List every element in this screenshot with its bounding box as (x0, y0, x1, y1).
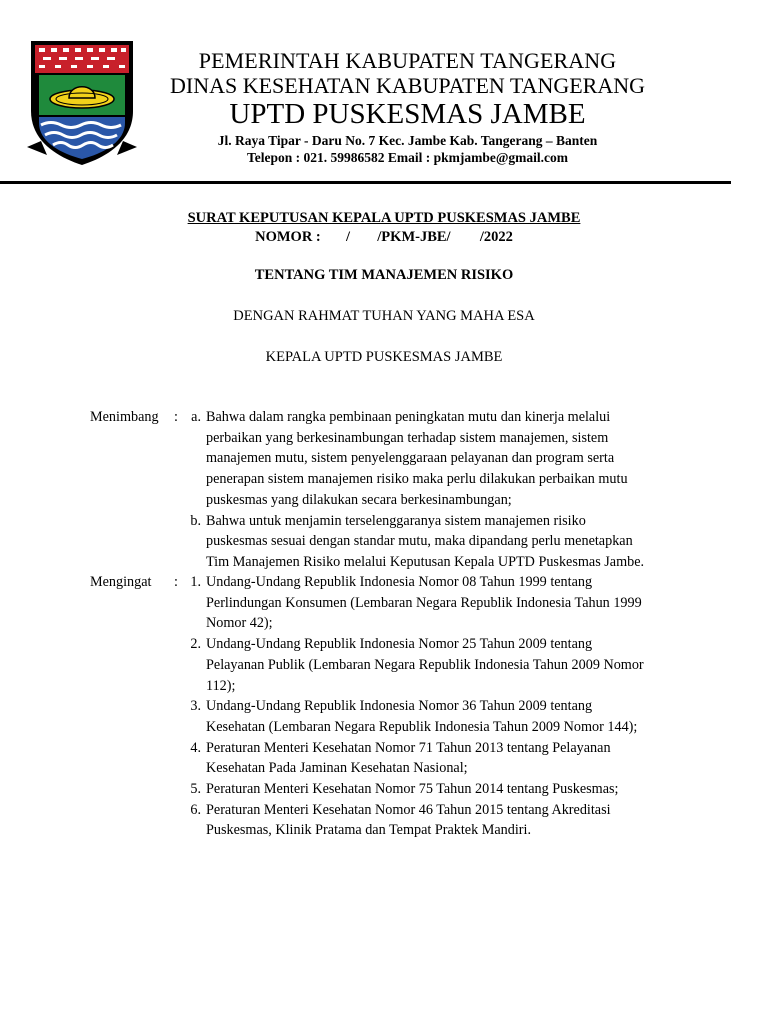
menimbang-item-line: puskesmas sesuai dengan standar mutu, maka dipandang perlu menetapkan (206, 533, 633, 550)
mengingat-item-line: Peraturan Menteri Kesehatan Nomor 75 Tahun 2014 tentang Puskesmas; (206, 781, 619, 797)
menimbang-item-marker: b. (190, 512, 201, 529)
mengingat-item-line: Undang-Undang Republik Indonesia Nomor 08 Tahun 1999 tentang (206, 574, 593, 590)
letterhead-address: Jl. Raya Tipar - Daru No. 7 Kec. Jambe Kab. Tangerang – Banten (217, 133, 598, 148)
mengingat-item-text (206, 696, 676, 737)
letterhead-department: DINAS KESEHATAN KABUPATEN TANGERANG (170, 73, 645, 98)
mengingat-item-text (206, 572, 676, 634)
menimbang-item-line: manajemen mutu, sistem penyelenggaraan pelayanan dan program serta (206, 450, 615, 467)
menimbang-label: Menimbang (90, 409, 159, 425)
mengingat-item-line: Puskesmas, Klinik Pratama dan Tempat Praktek Mandiri. (206, 822, 532, 839)
mengingat-item-line: Peraturan Menteri Kesehatan Nomor 46 Tahun 2015 tentang Akreditasi (206, 801, 611, 818)
mengingat-colon: : (174, 574, 178, 590)
menimbang-item-marker: a. (191, 409, 201, 425)
menimbang-item-text (206, 407, 676, 511)
invocation: DENGAN RAHMAT TUHAN YANG MAHA ESA (233, 308, 535, 324)
menimbang-item-line: penerapan sistem manajemen risiko maka perlu dilakukan perbaikan mutu (206, 471, 628, 488)
nomor-label: NOMOR : (255, 229, 321, 245)
document-subject: TENTANG TIM MANAJEMEN RISIKO (254, 267, 514, 283)
mengingat-item-marker: 2. (190, 636, 201, 653)
mengingat-item-line: Kesehatan Pada Jaminan Kesehatan Nasional; (206, 760, 468, 777)
mengingat-item-line: Undang-Undang Republik Indonesia Nomor 25 Tahun 2009 tentang (206, 636, 593, 653)
menimbang-item-line: perbaikan yang berkesinambungan terhadap sistem manajemen, sistem (206, 429, 609, 446)
menimbang-item-line: puskesmas yang dilakukan secara berkesinambungan; (206, 491, 512, 508)
menimbang-item-line: Tim Manajemen Risiko melalui Keputusan Kepala UPTD Puskesmas Jambe. (206, 553, 645, 570)
mengingat-item-marker: 3. (190, 698, 201, 715)
mengingat-item-text (206, 779, 676, 800)
nomor-part-1: / (346, 229, 351, 245)
mengingat-item-line: Kesehatan (Lembaran Negara Republik Indonesia Tahun 2009 Nomor 144); (206, 718, 638, 735)
letterhead-institution: UPTD PUSKESMAS JAMBE (229, 98, 586, 130)
document-title: SURAT KEPUTUSAN KEPALA UPTD PUSKESMAS JAMBE (187, 210, 581, 226)
mengingat-item-marker: 5. (190, 781, 201, 797)
letterhead-contact: Telepon : 021. 59986582 Email : pkmjambe@gmail.com (246, 150, 569, 165)
mengingat-item-line: Nomor 42); (206, 615, 273, 632)
letterhead-government: PEMERINTAH KABUPATEN TANGERANG (198, 48, 617, 73)
mengingat-item-line: 112); (206, 677, 236, 694)
mengingat-item-text (206, 738, 676, 779)
mengingat-item-marker: 6. (190, 801, 201, 818)
menimbang-colon: : (174, 409, 178, 425)
mengingat-item-line: Peraturan Menteri Kesehatan Nomor 71 Tahun 2013 tentang Pelayanan (206, 739, 611, 756)
mengingat-label: Mengingat (90, 574, 152, 590)
mengingat-item-line: Perlindungan Konsumen (Lembaran Negara Republik Indonesia Tahun 1999 (206, 594, 642, 611)
menimbang-item-line: Bahwa untuk menjamin terselenggaranya sistem manajemen risiko (206, 512, 586, 529)
menimbang-item-text (206, 511, 676, 573)
mengingat-item-marker: 1. (190, 574, 201, 590)
nomor-part-2: /PKM-JBE/ (377, 229, 451, 245)
issuer-heading: KEPALA UPTD PUSKESMAS JAMBE (265, 349, 503, 365)
nomor-part-3: /2022 (479, 229, 513, 245)
mengingat-item-text (206, 634, 676, 696)
mengingat-item-marker: 4. (190, 739, 201, 756)
mengingat-item-line: Undang-Undang Republik Indonesia Nomor 36 Tahun 2009 tentang (206, 698, 593, 715)
menimbang-item-line: Bahwa dalam rangka pembinaan peningkatan mutu dan kinerja melalui (206, 409, 611, 425)
mengingat-item-line: Pelayanan Publik (Lembaran Negara Republik Indonesia Tahun 2009 Nomor (206, 656, 644, 673)
mengingat-item-text (206, 800, 676, 841)
